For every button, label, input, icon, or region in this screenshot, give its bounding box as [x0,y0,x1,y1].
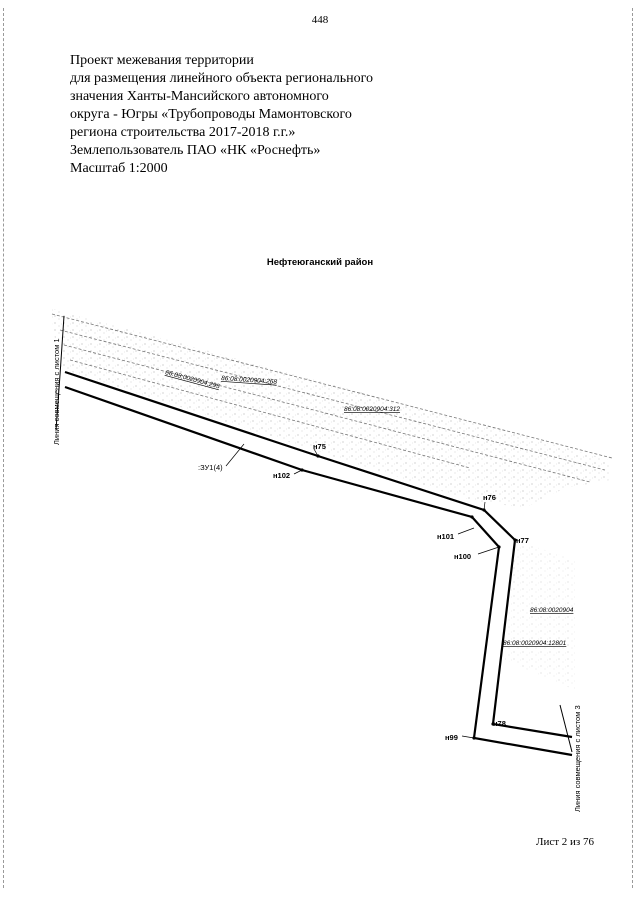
point-label-n75: н75 [313,442,326,451]
cadastral-number-label: 86:08:0020904:295 [164,369,221,391]
vertex-marker [472,736,475,739]
leader-line [462,736,474,738]
match-line-label-right: Линия совмещения с листом 3 [573,705,582,812]
leader-line [458,528,474,534]
point-label-n77: н77 [516,536,529,545]
point-label-n78: н78 [493,719,506,728]
point-label-n101: н101 [437,532,455,541]
vertex-marker [482,508,485,511]
title-line: значения Ханты-Мансийского автономного [70,89,329,104]
point-label-n100: н100 [454,552,472,561]
point-label-n76: н76 [483,493,496,502]
vertex-marker [470,515,473,518]
match-line-right [560,705,572,752]
title-line: для размещения линейного объекта регионального [70,71,374,86]
vertex-marker [300,468,303,471]
land-user-line: Землепользователь ПАО «НК «Роснефть» [70,143,321,158]
parcel-label: :ЗУ1(4) [198,463,223,472]
title-line: округа - Югры «Трубопроводы Мамонтовского [70,107,352,122]
vertex-marker [497,545,500,548]
page-number: 448 [311,14,329,26]
district-title: Нефтеюганский район [266,257,374,268]
sheet-number: Лист 2 из 76 [536,836,595,848]
cadastral-number-label: 86:08:0020904:12801 [503,640,567,647]
cadastral-number-label: 86:08:0020904:312 [344,406,401,413]
title-line: Проект межевания территории [70,53,254,68]
adjacent-parcel-area [505,540,575,690]
point-label-n102: н102 [273,471,291,480]
title-line: региона строительства 2017-2018 г.г.» [70,125,296,140]
cadastral-number-label: 86:08:0020904 [530,607,574,614]
match-line-label-left: Линия совмещения с листом 1 [52,338,61,445]
vertex-marker [316,454,319,457]
cadastral-number-label: 86:08:0020904:268 [220,375,278,386]
scale-line: Масштаб 1:2000 [70,161,168,176]
leader-line [478,547,499,554]
point-label-n99: н99 [445,733,458,742]
